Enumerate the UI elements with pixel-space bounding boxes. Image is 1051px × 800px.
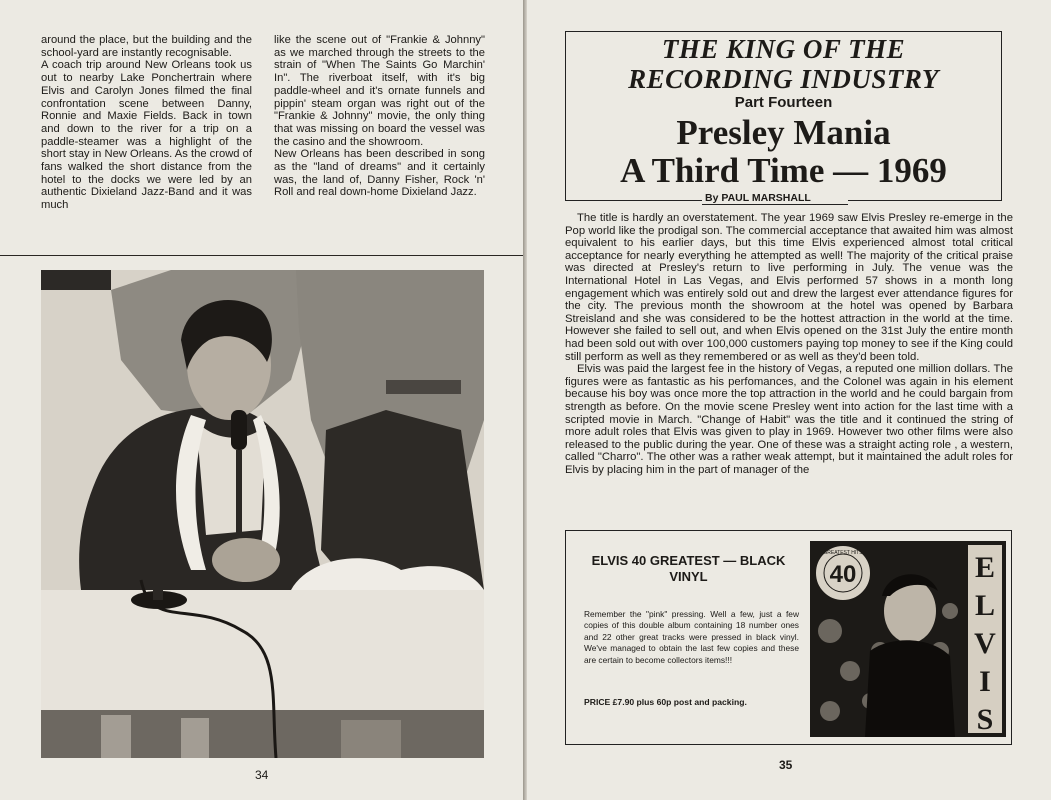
title-box (565, 31, 1002, 201)
article-paragraph-1: The title is hardly an overstatement. The year 1969 saw Elvis Presley re-emerge in the Pop world like the prodigal son. The commercial acceptance that awaited him was almost equivalent to his earlier days, but this time Elvis experienced almost total critical acceptance for nearly everything he attempted as well! The majority of the critical praise was directed at Presley's return to live performing in July. The venue was the International Hotel in Las Vegas, and Elvis performed 57 shows in a month long engagement which was entirely sold out and drew the largest ever attendance figures for the city. The previous month the showroom at the hotel was opened by Barbara Streisland and she was considered to be the hottest attraction in the world at the time. However she failed to sell out, and when Elvis opened on the 31st July the entire month had been sold out with over 100,000 customers paying top money to see if the King could still perform as well as they remembered or as well as they'd been told. (565, 212, 1013, 363)
series-title (566, 34, 1001, 94)
cover-logo-letter-l: L (974, 589, 996, 622)
column-2-text: like the scene out of "Frankie & Johnny" as we marched through the streets to the strain of "When The Saints Go Marchin' In". The riverboat itself, with it's big paddle-wheel and it's ornate funnels and pippin' steam organ was right out of the "Frankie & Johnny" movie, the only thing that was missing on board the vessel was the casino and the showroom. New Orleans has been described in song as the "land of dreams" and it certainly was, the land of, Danny Fisher, Rock 'n' Roll and real down-home Dixieland Jazz. (274, 34, 485, 199)
album-advert (565, 530, 1012, 745)
right-page (527, 0, 1051, 800)
article-column-1 (41, 34, 252, 212)
part-label: Part Fourteen (734, 94, 833, 111)
headline-line-1: Presley Mania (676, 113, 891, 152)
left-page (0, 0, 523, 800)
cover-badge-text: GREATEST HITS (823, 550, 863, 556)
cover-logo-letter-v: V (974, 627, 996, 660)
cover-logo-letter-i: I (979, 665, 991, 698)
advert-title: ELVIS 40 GREATEST — BLACK VINYL (591, 553, 786, 584)
section-divider (0, 255, 523, 256)
cover-badge-number: 40 (829, 561, 857, 588)
cover-logo (974, 551, 996, 736)
article-column-2 (274, 34, 485, 199)
article-paragraph-2: Elvis was paid the largest fee in the history of Vegas, a reputed one million dollars. The figures were as fantastic as his perfomances, and the Colonel was again in his element because his boy was once more the top attraction in the world and he could bargain from strength as before. On the movie scene Presley went into action for the last time with a scripted movie in March. "Change of Habit" was the title and it continued the string of more adult roles that Elvis was given to play in 1969. However two other films were also released to the public during the year. One of these was a straight acting role , a western, called "Charro". The other was a rather weak attempt, but it maintained the adult roles for Elvis by placing him in the part of manager of the (565, 363, 1013, 476)
column-1-text: around the place, but the building and the school-yard are instantly recognisable. A coach trip around New Orleans took us out to nearby Lake Ponchertrain where Elvis and Carolyn Jones filmed the final confrontation scene between Danny, Ronnie and Maxie Fields. Back in town and down to the river for a trip on a paddle-steamer was a highlight of the short stay in New Orleans. As the crowd of fans walked the short distance from the hotel to the docks we were led by an authentic Dixieland Jazz-Band and it was much (41, 34, 252, 212)
page-number: 35 (779, 758, 793, 772)
series-title-line-2: RECORDING INDUSTRY (628, 64, 939, 94)
headline (566, 114, 1001, 190)
article-body (565, 212, 1013, 476)
advert-body: Remember the "pink" pressing. Well a few, just a few copies of this double album containing 18 number ones and 22 other great tracks were pressed in black vinyl. We've managed to obtain the last few copies and these are certain to become collectors items!!! (584, 609, 799, 665)
cover-logo-letter-s: S (976, 703, 994, 736)
byline: By PAUL MARSHALL (702, 192, 848, 205)
press-conference-photo (41, 270, 484, 758)
advert-price: PRICE £7.90 plus 60p post and packing. (584, 697, 747, 707)
series-title-line-1: THE KING OF THE (661, 34, 906, 64)
page-number: 34 (255, 768, 269, 782)
headline-line-2: A Third Time — 1969 (620, 151, 947, 190)
cover-logo-letter-e: E (974, 551, 996, 584)
album-cover-image (810, 541, 1006, 737)
